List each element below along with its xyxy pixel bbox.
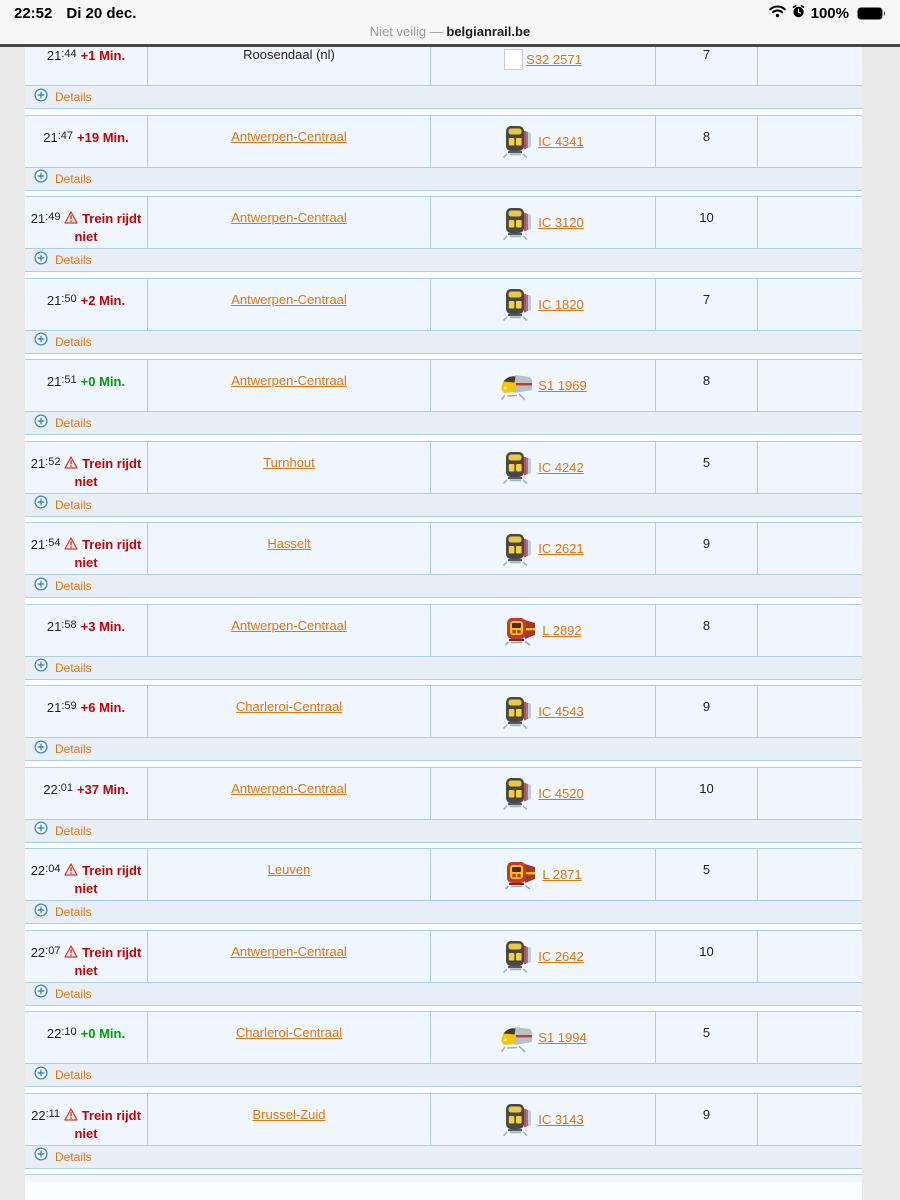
departure-hour: 21	[46, 48, 62, 63]
departure-minute: :50	[61, 292, 77, 305]
platform-cell	[655, 768, 757, 819]
alarm-icon	[792, 5, 805, 22]
details-label: Details	[55, 986, 92, 1001]
destination-link[interactable]: Hasselt	[267, 536, 311, 551]
platform-number: 9	[702, 699, 711, 714]
empty-cell	[757, 360, 862, 411]
status-date: Di 20 dec.	[66, 4, 137, 22]
departure-row	[25, 197, 862, 248]
missing-image-icon	[504, 49, 523, 70]
platform-cell	[655, 686, 757, 737]
expand-plus-icon	[34, 169, 48, 188]
details-label: Details	[55, 823, 92, 838]
url-domain: belgianrail.be	[446, 24, 531, 39]
destination-cell	[147, 523, 430, 574]
train-cell	[430, 1094, 655, 1145]
train-cell	[430, 523, 655, 574]
wifi-icon	[769, 5, 786, 22]
details-toggle[interactable]	[25, 248, 862, 272]
empty-cell	[757, 686, 862, 737]
details-toggle[interactable]	[25, 656, 862, 680]
departure-hour: 21	[46, 700, 62, 715]
platform-number: 8	[702, 128, 711, 144]
train-link[interactable]: IC 2642	[538, 948, 584, 964]
expand-plus-icon	[34, 88, 48, 107]
departure-minute: :47	[57, 129, 74, 142]
details-toggle[interactable]	[25, 1063, 862, 1087]
departure-hour: 22	[46, 1026, 62, 1041]
expand-plus-icon	[34, 658, 48, 677]
departure-block	[25, 767, 862, 843]
departure-hour: 21	[46, 618, 62, 634]
departure-row	[25, 279, 862, 330]
expand-plus-icon	[34, 332, 48, 351]
departure-block	[25, 441, 862, 517]
departure-row	[25, 1094, 862, 1145]
departure-hour: 22	[43, 781, 58, 797]
train-link[interactable]: S1 1969	[538, 378, 587, 393]
departure-row	[25, 605, 862, 656]
platform-cell	[655, 279, 757, 330]
departure-status: +1 Min.	[80, 48, 126, 63]
departure-minute: :04	[45, 863, 61, 875]
train-cell	[430, 931, 655, 982]
train-cell	[430, 849, 655, 900]
departure-status: +2 Min.	[80, 292, 126, 308]
departure-block	[25, 930, 862, 1006]
details-toggle[interactable]	[25, 167, 862, 191]
time-cell	[25, 768, 147, 819]
departure-block	[25, 604, 862, 680]
train-cell	[430, 197, 655, 248]
ic-train-icon	[502, 938, 535, 974]
departure-minute: :10	[61, 1026, 77, 1038]
train-link[interactable]: IC 4242	[538, 459, 584, 475]
platform-cell	[655, 931, 757, 982]
destination-cell	[147, 360, 430, 411]
platform-cell	[655, 442, 757, 493]
train-link[interactable]: IC 3120	[538, 215, 584, 230]
departure-block	[25, 47, 862, 109]
departure-status: +37 Min.	[77, 781, 129, 797]
departure-block	[25, 522, 862, 598]
destination-cell	[147, 279, 430, 330]
destination-cell	[147, 849, 430, 900]
l-train-icon	[504, 615, 539, 646]
departure-minute: :59	[61, 700, 77, 712]
platform-number: 9	[702, 1106, 711, 1122]
train-cell	[430, 686, 655, 737]
time-cell	[25, 47, 147, 85]
warning-icon	[64, 211, 78, 226]
time-cell	[25, 360, 147, 411]
details-label: Details	[55, 253, 92, 267]
warning-icon	[64, 456, 78, 471]
departure-row	[25, 116, 862, 167]
time-cell	[25, 197, 147, 248]
destination-cell	[147, 686, 430, 737]
warning-icon	[64, 945, 78, 960]
departure-status: +19 Min.	[77, 129, 129, 145]
empty-cell	[757, 1012, 862, 1063]
ic-train-icon	[502, 775, 535, 811]
expand-plus-icon	[34, 740, 48, 759]
destination-link[interactable]: Leuven	[267, 862, 311, 877]
destination-link[interactable]: Antwerpen-Centraal	[231, 373, 347, 388]
time-cell	[25, 279, 147, 330]
departure-status: +0 Min.	[80, 374, 126, 389]
train-link[interactable]: L 2871	[542, 867, 582, 882]
departure-minute: :11	[45, 1107, 61, 1120]
departure-status: Trein rijdt niet	[64, 537, 144, 570]
ic-train-icon	[502, 123, 535, 159]
platform-cell	[655, 47, 757, 85]
platform-number: 5	[702, 1025, 711, 1040]
departure-minute: :51	[61, 374, 77, 386]
details-toggle[interactable]	[25, 330, 862, 354]
battery-percent: 100%	[810, 4, 849, 22]
time-cell	[25, 931, 147, 982]
departure-block	[25, 685, 862, 761]
train-cell	[430, 47, 655, 85]
departure-minute: :54	[45, 537, 61, 549]
destination-cell	[147, 1012, 430, 1063]
empty-cell	[757, 116, 862, 167]
departure-row	[25, 768, 862, 819]
details-label: Details	[55, 1068, 92, 1082]
departure-list	[25, 47, 862, 1200]
departure-row	[25, 47, 862, 85]
train-link[interactable]: IC 4520	[538, 785, 584, 801]
destination-text: Roosendaal (nl)	[243, 47, 335, 62]
departure-status: Trein rijdt niet	[64, 945, 144, 978]
ic-train-icon	[502, 1101, 535, 1137]
train-link[interactable]: S32 2571	[526, 52, 582, 67]
destination-cell	[147, 442, 430, 493]
platform-number: 10	[699, 210, 714, 225]
destination-link[interactable]: Turnhout	[263, 454, 315, 470]
departure-status: +3 Min.	[80, 618, 126, 634]
time-cell	[25, 605, 147, 656]
empty-cell	[757, 47, 862, 85]
l-train-icon	[504, 859, 539, 890]
address-bar[interactable]	[0, 24, 900, 39]
empty-cell	[757, 931, 862, 982]
departure-minute: :49	[45, 211, 61, 223]
empty-cell	[757, 197, 862, 248]
departure-hour: 21	[46, 374, 62, 389]
time-cell	[25, 686, 147, 737]
details-toggle[interactable]	[25, 85, 862, 109]
platform-number: 7	[702, 291, 711, 307]
departure-row	[25, 1012, 862, 1063]
platform-number: 8	[702, 373, 711, 388]
expand-plus-icon	[34, 903, 48, 922]
platform-number: 5	[702, 862, 711, 877]
train-link[interactable]: IC 4543	[538, 704, 584, 719]
train-cell	[430, 1012, 655, 1063]
details-toggle[interactable]	[25, 1145, 862, 1169]
empty-cell	[757, 605, 862, 656]
departure-block	[25, 196, 862, 272]
warning-icon	[64, 863, 78, 878]
departure-hour: 21	[46, 292, 62, 308]
expand-plus-icon	[34, 251, 48, 270]
train-cell	[430, 279, 655, 330]
empty-cell	[757, 279, 862, 330]
battery-icon	[857, 7, 886, 20]
expand-plus-icon	[34, 414, 48, 433]
destination-link[interactable]: Brussel-Zuid	[252, 1106, 326, 1122]
departure-status: +6 Min.	[80, 700, 126, 715]
departure-row	[25, 360, 862, 411]
ic-train-icon	[502, 694, 535, 730]
s-train-icon	[499, 1021, 535, 1054]
platform-cell	[655, 116, 757, 167]
details-toggle[interactable]	[25, 737, 862, 761]
expand-plus-icon	[34, 984, 48, 1003]
destination-link[interactable]: Antwerpen-Centraal	[231, 210, 347, 225]
time-cell	[25, 523, 147, 574]
details-toggle[interactable]	[25, 900, 862, 924]
platform-number: 7	[702, 47, 711, 62]
platform-number: 5	[702, 454, 711, 470]
train-cell	[430, 116, 655, 167]
empty-cell	[757, 1094, 862, 1145]
platform-cell	[655, 360, 757, 411]
empty-cell	[757, 523, 862, 574]
departure-minute: :52	[45, 455, 61, 468]
platform-number: 10	[699, 943, 714, 959]
ios-status-bar	[0, 3, 900, 23]
details-label: Details	[55, 497, 92, 512]
status-time: 22:52	[14, 4, 53, 22]
expand-plus-icon	[34, 1066, 48, 1085]
departure-hour: 22	[31, 1107, 46, 1123]
destination-cell	[147, 1094, 430, 1145]
train-link[interactable]: IC 2621	[538, 541, 584, 556]
warning-icon	[64, 1108, 78, 1123]
departure-status: +0 Min.	[80, 1026, 126, 1041]
departure-minute: :01	[57, 781, 74, 794]
ic-train-icon	[502, 205, 535, 241]
details-toggle[interactable]	[25, 982, 862, 1006]
expand-plus-icon	[34, 821, 48, 840]
destination-cell	[147, 931, 430, 982]
destination-cell	[147, 47, 430, 85]
departure-hour: 21	[30, 537, 46, 552]
platform-number: 8	[702, 617, 711, 633]
ic-train-icon	[502, 286, 535, 322]
expand-plus-icon	[34, 495, 48, 514]
train-link[interactable]: IC 3143	[538, 1111, 584, 1127]
ic-train-icon	[502, 449, 535, 485]
train-link[interactable]: S1 1994	[538, 1030, 587, 1045]
train-link[interactable]: IC 1820	[538, 296, 584, 312]
details-label: Details	[55, 579, 92, 593]
train-link[interactable]: IC 4341	[538, 133, 584, 149]
ic-train-icon	[502, 531, 535, 567]
departure-minute: :58	[61, 618, 77, 631]
platform-cell	[655, 1094, 757, 1145]
warning-icon	[64, 537, 78, 552]
destination-cell	[147, 605, 430, 656]
departure-row	[25, 523, 862, 574]
departure-hour: 22	[30, 944, 46, 960]
departure-status: Trein rijdt niet	[64, 1108, 144, 1141]
destination-link[interactable]: Antwerpen-Centraal	[231, 128, 347, 144]
time-cell	[25, 116, 147, 167]
departure-block	[25, 359, 862, 435]
departure-row	[25, 686, 862, 737]
platform-number: 9	[702, 536, 711, 551]
s-train-icon	[499, 369, 535, 402]
details-label: Details	[55, 1149, 92, 1164]
train-cell	[430, 605, 655, 656]
next-block-peek	[25, 1174, 862, 1182]
platform-cell	[655, 1012, 757, 1063]
destination-cell	[147, 116, 430, 167]
departure-hour: 21	[30, 211, 46, 226]
details-toggle[interactable]	[25, 493, 862, 517]
destination-link[interactable]: Antwerpen-Centraal	[231, 943, 347, 959]
departure-hour: 21	[30, 455, 46, 471]
departure-hour: 22	[30, 863, 46, 878]
destination-link[interactable]: Charleroi-Centraal	[235, 699, 343, 714]
departure-block	[25, 1093, 862, 1169]
details-label: Details	[55, 742, 92, 756]
departure-minute: :44	[61, 48, 77, 60]
details-toggle[interactable]	[25, 574, 862, 598]
departure-row	[25, 442, 862, 493]
departure-block	[25, 848, 862, 924]
expand-plus-icon	[34, 577, 48, 596]
details-label: Details	[55, 416, 92, 430]
destination-link[interactable]: Antwerpen-Centraal	[231, 617, 347, 633]
details-label: Details	[55, 90, 92, 104]
departure-block	[25, 1011, 862, 1087]
departure-minute: :07	[45, 944, 61, 957]
departure-block	[25, 278, 862, 354]
departure-row	[25, 849, 862, 900]
details-toggle[interactable]	[25, 819, 862, 843]
train-cell	[430, 768, 655, 819]
time-cell	[25, 442, 147, 493]
destination-link[interactable]: Charleroi-Centraal	[235, 1025, 343, 1040]
platform-cell	[655, 605, 757, 656]
time-cell	[25, 1012, 147, 1063]
platform-cell	[655, 197, 757, 248]
departure-status: Trein rijdt niet	[64, 863, 144, 896]
details-label: Details	[55, 334, 92, 349]
empty-cell	[757, 768, 862, 819]
security-label: Niet veilig —	[369, 24, 443, 39]
details-toggle[interactable]	[25, 411, 862, 435]
train-cell	[430, 360, 655, 411]
departure-hour: 21	[43, 129, 58, 145]
platform-cell	[655, 523, 757, 574]
expand-plus-icon	[34, 1147, 48, 1166]
departure-status: Trein rijdt niet	[64, 211, 144, 244]
departure-row	[25, 931, 862, 982]
details-label: Details	[55, 660, 92, 675]
empty-cell	[757, 849, 862, 900]
time-cell	[25, 849, 147, 900]
train-link[interactable]: L 2892	[542, 622, 582, 638]
destination-link[interactable]: Antwerpen-Centraal	[231, 291, 347, 307]
destination-cell	[147, 768, 430, 819]
departure-block	[25, 115, 862, 191]
details-label: Details	[55, 171, 92, 186]
destination-cell	[147, 197, 430, 248]
empty-cell	[757, 442, 862, 493]
time-cell	[25, 1094, 147, 1145]
train-cell	[430, 442, 655, 493]
platform-cell	[655, 849, 757, 900]
platform-number: 10	[699, 780, 714, 796]
details-label: Details	[55, 905, 92, 919]
destination-link[interactable]: Antwerpen-Centraal	[231, 780, 347, 796]
departure-status: Trein rijdt niet	[64, 456, 144, 489]
safari-top-bar	[0, 0, 900, 44]
